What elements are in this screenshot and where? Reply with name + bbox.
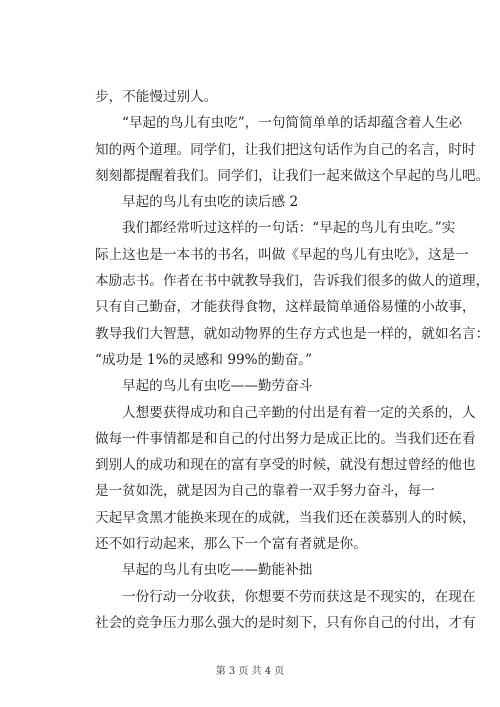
text-line: “早起的鸟儿有虫吃”，一句简简单单的话却蕴含着人生必: [122, 115, 463, 132]
text-line: 刻刻都提醒着我们。同学们，让我们一起来做这个早起的鸟儿吧。: [95, 167, 490, 184]
text-line: 社会的竞争压力那么强大的是时刻下，只有你自己的付出，才有: [95, 614, 476, 631]
text-line: 早起的鸟儿有虫吃——勤能补拙: [122, 562, 313, 579]
text-line: 我们都经常听过这样的一句话：“早起的鸟儿有虫吃。”实: [122, 220, 456, 237]
text-line: 只有自己勤奋，才能获得食物，这样最简单通俗易懂的小故事，: [95, 299, 476, 316]
text-line: 教导我们大智慧，就如动物界的生存方式也是一样的，就如名言：: [95, 325, 490, 342]
text-line: 早起的鸟儿有虫吃——勤劳奋斗: [122, 378, 313, 395]
text-line: 本励志书。作者在书中就教导我们，告诉我们很多的做人的道理，: [95, 273, 490, 290]
text-line: 际上这也是一本书的书名，叫做《早起的鸟儿有虫吃》，这是一: [95, 246, 469, 263]
text-line: 一份行动一分收获，你想要不劳而获这是不现实的，在现在: [122, 588, 476, 605]
text-line: 是一贫如洗，就是因为自己的靠着一双手努力奋斗，每一: [95, 483, 435, 500]
page-footer: 第 3 页 共 4 页: [215, 666, 285, 677]
text-line: 到别人的成功和现在的富有享受的时候，就没有想过曾经的他也: [95, 457, 476, 474]
text-line: 还不如行动起来，那么下一个富有者就是你。: [95, 536, 367, 553]
text-line: 天起早贪黑才能换来现在的成就，当我们还在羡慕别人的时候，: [95, 509, 476, 526]
text-line: 知的两个道理。同学们，让我们把这句话作为自己的名言，时时: [95, 141, 476, 158]
text-line: “成功是 1%的灵感和 99%的勤奋。”: [95, 351, 313, 368]
document-body: [95, 84, 490, 636]
text-line: 早起的鸟儿有虫吃的读后感 2: [122, 194, 299, 211]
text-line: 人想要获得成功和自己辛勤的付出是有着一定的关系的，人: [122, 404, 476, 421]
text-line: 步，不能慢过别人。: [95, 89, 218, 105]
text-line: 做每一件事情都是和自己的付出努力是成正比的。当我们还在看: [95, 430, 476, 447]
